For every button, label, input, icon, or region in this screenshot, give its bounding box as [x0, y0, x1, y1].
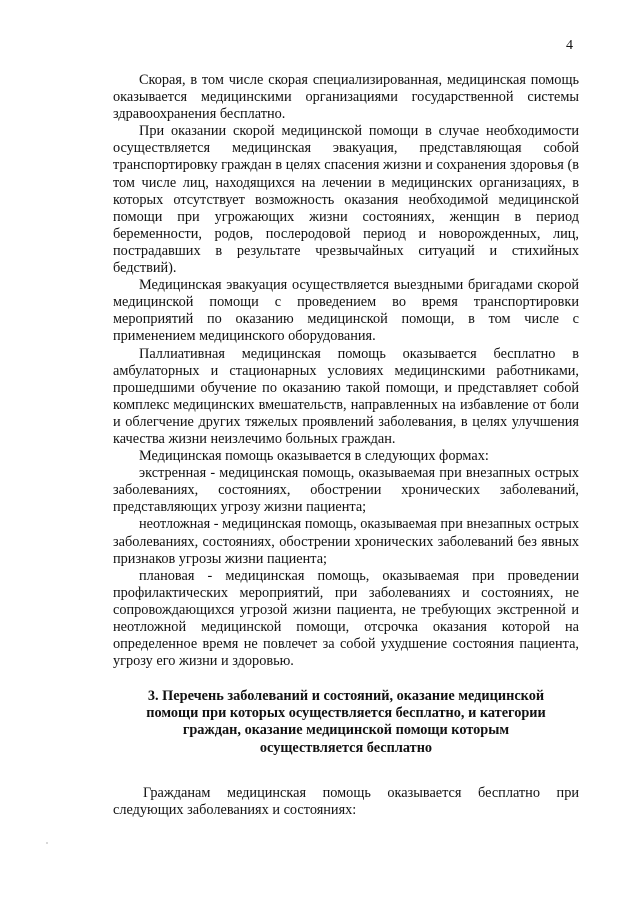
- section-heading: [113, 688, 579, 756]
- section-heading-line: помощи при которых осуществляется бесплатно, и категории: [146, 705, 546, 722]
- paragraph-care-forms: Медицинская помощь оказывается в следующих формах:: [139, 448, 489, 465]
- section-heading-line: осуществляется бесплатно: [259, 739, 433, 756]
- section-spacer: [113, 757, 579, 785]
- paragraph-ambulance-care: Скорая, в том числе скорая специализированная, медицинская помощь оказывается медицинскими организациями государственной системы здравоохранения бесплатно.: [113, 72, 579, 123]
- paragraph-emergency-form: экстренная - медицинская помощь, оказываемая при внезапных острых заболеваниях, состояниях, обострении хронических заболеваний, представляющих угрозу жизни пациента;: [113, 465, 579, 516]
- page-number: 4: [566, 38, 573, 53]
- section-heading-line: 3. Перечень заболеваний и состояний, оказание медицинской: [147, 688, 545, 705]
- paragraph-evacuation-teams: Медицинская эвакуация осуществляется выездными бригадами скорой медицинской помощи с проведением во время транспортировки мероприятий по оказанию медицинской помощи, в том числе с применением медицинского оборудования.: [113, 277, 579, 345]
- paragraph-medical-evacuation: При оказании скорой медицинской помощи в случае необходимости осуществляется медицинская эвакуация, представляющая собой транспортировку граждан в целях спасения жизни и сохранения здоровья (в том числе лиц, находящихся на лечении в медицинских организациях, в которых отсутствует возможность оказания необходимой медицинской помощи при угрожающих жизни состояниях, женщин в период беременности, родов, послеродовой период и новорожденных, лиц, пострадавших в результате чрезвычайных ситуаций и стихийных бедствий).: [113, 123, 579, 277]
- paragraph-palliative-care: Паллиативная медицинская помощь оказывается бесплатно в амбулаторных и стационарных условиях медицинскими работниками, прошедшими обучение по оказанию такой помощи, и представляет собой комплекс медицинских вмешательств, направленных на избавление от боли и облегчение других тяжелых проявлений заболевания, в целях улучшения качества жизни неизлечимо больных граждан.: [113, 345, 579, 447]
- section-heading-line: граждан, оказание медицинской помощи которым: [182, 722, 510, 739]
- paragraph-planned-form: плановая - медицинская помощь, оказываемая при проведении профилактических мероприятий, при заболеваниях и состояниях, не сопровождающихся угрозой жизни пациента, не требующих экстренной и неотложной медицинской помощи, отсрочка оказания которой на определенное время не повлечет за собой ухудшение состояния пациента, угрозу его жизни и здоровью.: [113, 567, 579, 670]
- paragraph-section-intro: Гражданам медицинская помощь оказывается бесплатно при следующих заболеваниях и состояниях:: [113, 784, 579, 818]
- paragraph-urgent-form: неотложная - медицинская помощь, оказываемая при внезапных острых заболеваниях, состояниях, обострении хронических заболеваний без явных признаков угрозы жизни пациента;: [113, 516, 579, 567]
- document-body: [113, 72, 579, 819]
- scan-speck: [46, 842, 48, 844]
